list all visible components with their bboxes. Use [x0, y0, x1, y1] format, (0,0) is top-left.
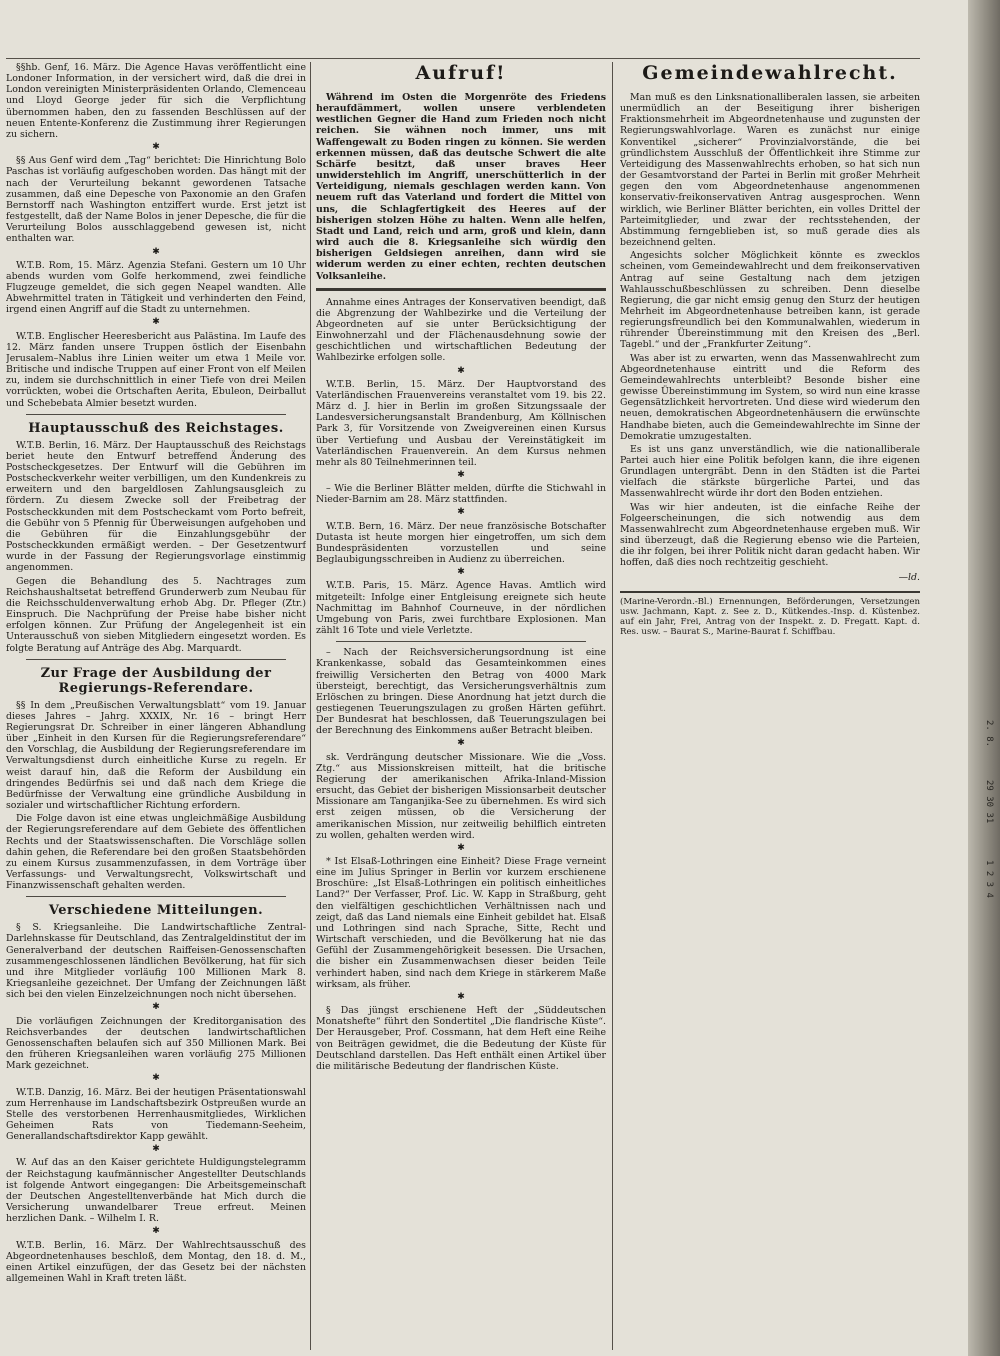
gutter-mark: 2. 8. [984, 720, 994, 748]
column-left [6, 62, 306, 1352]
news-item: §§hb. Genf, 16. März. Die Agence Havas veröffentlicht eine Londoner Information, in der versichert wird, daß die drei in London vereinigten Ministerpräsidenten Orlando, Clemenceau und Lloyd George jeder für sich die Verpflichtung übernommen haben, den zu fassenden Beschlüssen auf der neuen Entente-Konferenz die Zustimmung ihrer Regierungen zu sichern. [6, 62, 306, 140]
editorial-paragraph: Angesichts solcher Möglichkeit könnte es zwecklos scheinen, vom Gemeindewahlrecht und dem freikonservativen Antrag auf seine Gestaltung nach dem jetzigen Wahlausschußbeschlüssen zu schreiben. Denn dieselbe Regierung, die gar nicht emsig genug den Sturz der heutigen Mehrheit im Abgeordnetenhause betreiben kann, ist gerade regierungsfreundlich bei den Kommunalwahlen, wiederum in rührender Übereinstimmung mit den Kreisen des „Berl. Tagebl.“ und der „Frankfurter Zeitung“. [620, 250, 920, 351]
news-item: W.T.B. Berlin, 16. März. Der Wahlrechtsausschuß des Abgeordnetenhauses beschloß, dem Montag, den 18. d. M., einen Artikel einzufügen, der das Gesetz bei der nächsten allgemeinen Wahl in Kraft treten läßt. [6, 1239, 306, 1284]
news-item: § S. Kriegsanleihe. Die Landwirtschaftliche Zentral-Darlehnskasse für Deutschland, das Zentralgeldinstitut der im Generalverband der deutschen Raiffeisen-Genossenschaften zusammengeschlossenen ländlichen Bevölkerung, hat für sich und ihre Mitglieder vorläufig 100 Millionen Mark 8. Kriegsanleihe gezeichnet. Der Umfang der Zeichnungen läßt sich bei den vielen Einzelzeichnungen noch nicht übersehen. [6, 922, 306, 1001]
top-rule [6, 58, 920, 59]
news-item: W.T.B. Berlin, 15. März. Der Hauptvorstand des Vaterländischen Frauenvereins veranstaltet vom 19. bis 22. März d. J. hier in Berlin im großen Sitzungssaale der Landesversicherungsanstalt Brandenburg, Am Köllnischen Park 3, für Vorsitzende von Zweigvereinen einen Kursus über Vertiefung und Ausbau der Vereinstätigkeit im Vaterländischen Frauenverein. An dem Kursus nehmen mehr als 80 Teilnehmerinnen teil. [316, 378, 606, 468]
separator-star: ✱ [457, 507, 465, 518]
news-item: sk. Verdrängung deutscher Missionare. Wie die „Voss. Ztg.“ aus Missionskreisen mitteilt, hat die britische Regierung der amerikanischen Afrika-Inland-Mission ersucht, das Gebiet der bisherigen Missionsarbeit deutscher Missionare am Tanganjika-See zu übernehmen. Es wird sich erst zeigen müssen, ob die Versicherung der amerikanischen Mission, nur zeitweilig behilflich eintreten zu wollen, gehalten werden wird. [316, 751, 606, 841]
separator-star: ✱ [457, 567, 465, 578]
news-item: W. Auf das an den Kaiser gerichtete Huldigungstelegramm der Reichstagung kaufmännischer Angestellter Deutschlands ist folgende Antwort eingegangen: Die Arbeitsgemeinschaft der Deutschen Angestelltenverbände hat Mich durch die Versicherung unwandelbarer Treue erfreut. Meinen herzlichen Dank. – Wilhelm I. R. [6, 1157, 306, 1225]
news-item: W.T.B. Paris, 15. März. Agence Havas. Amtlich wird mitgeteilt: Infolge einer Entgleisung ereignete sich heute Nachmittag im Bahnhof Courneuve, in der nördlichen Umgebung von Paris, zwei furchtbare Explosionen. Man zählt 16 Tote und viele Verletzte. [316, 580, 606, 637]
separator-star: ✱ [152, 1002, 160, 1013]
notice-block: (Marine-Verordn.-Bl.) Ernennungen, Beförderungen, Versetzungen usw. Jachmann, Kapt. z. See z. D., Kütkendes.-Insp. d. Küstenbez. auf ein Jahr, Frei, Antrag von der Inspekt. z. D. Fregatt. Kapt. d. Res. usw. – Baurat S., Marine-Baurat f. Schiffbau. [620, 591, 920, 638]
news-item: Gegen die Behandlung des 5. Nachtrages zum Reichshaushaltsetat betreffend Grunderwerb zum Neubau für die Reichsschuldenverwaltung erhob Abg. Dr. Pfleger (Ztr.) Einspruch. Die Nachprüfung der Preise habe bisher nicht erfolgen können. Zur Prüfung der Angelegenheit ist ein Unterausschuß von sieben Mitgliedern eingesetzt worden. Es folgte Beratung auf Anträge des Abg. Marquardt. [6, 575, 306, 654]
news-item: Annahme eines Antrages der Konservativen beendigt, daß die Abgrenzung der Wahlbezirke und die Verteilung der Abgeordneten auf sie unter Berücksichtigung der Einwohnerzahl und der Flächenausdehnung sowie der geschichtlichen und wirtschaftlichen Bedeutung der Wahlbezirke erfolgen solle. [316, 296, 606, 364]
news-item: Die Folge davon ist eine etwas ungleichmäßige Ausbildung der Regierungsreferendare auf dem Gebiete des öffentlichen Rechts und der Staatswissenschaften. Die Vorschläge sollen dahin gehen, die Referendare bei den großen Staatsbehörden zu einem Kursus zusammenzufassen, in dem Vorträge über Verfassungs- und Verwaltungsrecht, Volkswirtschaft und Finanzwissenschaft gehalten werden. [6, 813, 306, 892]
separator-star: ✱ [152, 1226, 160, 1237]
column-right [620, 62, 920, 1352]
separator-star: ✱ [152, 1073, 160, 1084]
separator-star: ✱ [457, 738, 465, 749]
editorial-paragraph: Was aber ist zu erwarten, wenn das Massenwahlrecht zum Abgeordnetenhause eintritt und die Reform des Gemeindewahlrechts unterbleibt? Besonde bisher eine gewisse Übereinstimmung im System, so wird nun eine krasse Gegensätzlichkeit hervortreten. Und diese wird wiederum den neuen, demokratischen Abgeordnetenhäusern die erwünschte Handhabe bieten, auch die Gemeindewahlrechte im Sinne der Demokratie umzugestalten. [620, 352, 920, 442]
column-rule [310, 62, 311, 1350]
divider [26, 896, 286, 897]
column-middle [316, 62, 606, 1352]
editorial-paragraph: Es ist uns ganz unverständlich, wie die nationalliberale Partei auch hier eine Politik befolgen kann, die ihre eigenen Grundlagen untergräbt. Denn in den Städten ist die Partei vielfach die stärkste bürgerliche Partei, und das Massenwahlrecht würde ihr dort den Boden entziehen. [620, 443, 920, 500]
divider [26, 659, 286, 660]
news-item: W.T.B. Danzig, 16. März. Bei der heutigen Präsentationswahl zum Herrenhause im Landschaftsbezirk Ostpreußen wurde an Stelle des verstorbenen Herrenhausmitgliedes, Wirklichen Geheimen Rats von Tiedemann-Seeheim, Generallandschaftsdirektor Kapp gewählt. [6, 1086, 306, 1143]
editorial-paragraph: Was wir hier andeuten, ist die einfache Reihe der Folgeerscheinungen, die sich notwendig aus dem Massenwahlrecht zum Abgeordnetenhause ergeben muß. Wir sind überzeugt, daß die Regierung ebenso wie die Parteien, die ihr folgen, bei ihrer Politik nicht daran gedacht haben. Wir hoffen, daß dies noch rechtzeitig geschieht. [620, 501, 920, 569]
column-rule [612, 62, 613, 1350]
signature: —ld. [898, 571, 920, 583]
divider [26, 414, 286, 415]
binding-gutter [968, 0, 1000, 1356]
news-item: W.T.B. Englischer Heeresbericht aus Palästina. Im Laufe des 12. März fanden unsere Truppen östlich der Eisenbahn Jerusalem–Nablus ihre Linien weiter um etwa 1 Meile vor. Britische und indische Truppen auf einer Front von elf Meilen zu, indem sie durchschnittlich in einer Tiefe von drei Meilen vorrückten, wobei die Ortschaften Aerita, Ebuleon, Deirballut und Schebebata Almier besetzt wurden. [6, 330, 306, 409]
divider [316, 288, 606, 291]
news-item: W.T.B. Bern, 16. März. Der neue französische Botschafter Dutasta ist heute morgen hier eingetroffen, um sich dem Bundespräsidenten vorzustellen und seine Beglaubigungsschreiben in Audienz zu überreichen. [316, 520, 606, 566]
news-item: – Nach der Reichsversicherungsordnung ist eine Krankenkasse, sobald das Gesamteinkommen eines freiwillig Versicherten den Betrag von 4000 Mark übersteigt, berechtigt, das Versicherungsverhältnis zum Erlöschen zu bringen. Diese Anordnung hat jetzt durch die gestiegenen Teuerungszulagen zu großen Härten geführt. Der Bundesrat hat beschlossen, daß Teuerungszulagen bei der Berechnung des Einkommens außer Betracht bleiben. [316, 647, 606, 737]
section-heading: Verschiedene Mitteilungen. [48, 903, 264, 919]
news-item: * Ist Elsaß-Lothringen eine Einheit? Diese Frage verneint eine im Julius Springer in Berlin vor kurzem erschienene Broschüre: „Ist Elsaß-Lothringen ein politisch einheitliches Land?“ Der Verfasser, Prof. Lic. W. Kapp in Straßburg, geht den vielfältigen geschichtlichen Verhältnissen nach und zeigt, daß das Land niemals eine Einheit gebildet hat. Elsaß und Lothringen sind nach Sprache, Sitte, Recht und Wirtschaft verschieden, und die Bevölkerung hat nie das Gefühl der Zusammengehörigkeit besessen. Die Ursachen, die bisher ein Zusammenwachsen dieser beiden Teile verhindert haben, sind nach dem Kriege in stärkerem Maße wirksam, als früher. [316, 856, 606, 990]
news-item: W.T.B. Rom, 15. März. Agenzia Stefani. Gestern um 10 Uhr abends wurden vom Golfe herkommend, zwei feindliche Flugzeuge gemeldet, die sich gegen Neapel wandten. Alle Abwehrmittel traten in Tätigkeit und verhinderten den Feind, irgend einen Angriff auf die Stadt zu unternehmen. [6, 259, 306, 316]
separator-star: ✱ [152, 317, 160, 328]
news-item: – Wie die Berliner Blätter melden, dürfte die Stichwahl in Nieder-Barnim am 28. März stattfinden. [316, 483, 606, 506]
separator-star: ✱ [457, 842, 465, 853]
separator-star: ✱ [457, 365, 465, 376]
news-item: § Das jüngst erschienene Heft der „Süddeutschen Monatshefte“ führt den Sondertitel „Die flandrische Küste“. Der Herausgeber, Prof. Cossmann, hat dem Heft eine Reihe von Beiträgen gewidmet, die die Bedeutung der Küste für Deutschland darstellen. Das Heft enthält einen Artikel über die militärische Bedeutung der flandrischen Küste. [316, 1005, 606, 1072]
separator-star: ✱ [152, 1144, 160, 1155]
news-item: W.T.B. Berlin, 16. März. Der Hauptausschuß des Reichstags beriet heute den Entwurf betreffend Änderung des Postscheckgesetzes. Der Entwurf will die Gebühren im Postscheckverkehr weiter verbilligen, um den Kundenkreis zu erweitern und den bargeldlosen Zahlungsausgleich zu fördern. Zu diesem Zwecke soll der Freibetrag der Postscheckkunden mit dem Postscheckamt vom Porto befreit, die Gebühr von 5 Pfennig für Überweisungen aufgehoben und die Gebühren für die Einzahlungsgebühr der Postscheckkunden ermäßigt werden. – Der Gesetzentwurf wurde in der Fassung der Regierungsvorlage einstimmig angenommen. [6, 439, 306, 574]
editorial-title: Gemeindewahlrecht. [642, 62, 898, 84]
separator-star: ✱ [457, 470, 465, 480]
section-heading: Zur Frage der Ausbildung der Regierungs-Referendare. [40, 665, 272, 696]
gutter-mark: 1 2 3 4 [984, 860, 994, 898]
appeal-title: Aufruf! [415, 62, 507, 84]
separator-star: ✱ [457, 991, 465, 1002]
news-item: §§ In dem „Preußischen Verwaltungsblatt“ vom 19. Januar dieses Jahres – Jahrg. XXXIX, Nr. 16 – bringt Herr Regierungsrat Dr. Schreiber in einer längeren Abhandlung über „Einheit in den Kursen für die Regierungsreferendare“ den Vorschlag, die Ausbildung der Regierungsreferendare im Verwaltungsdienst durch einheitliche Kurse zu regeln. Er weist darauf hin, daß die Reform der Ausbildung ein dringendes Bedürfnis sei und daß nach dem Kriege die Bedürfnisse der Verwaltung eine gründliche Ausbildung in sozialer und wirtschaftlicher Richtung erfordern. [6, 699, 306, 812]
separator-star: ✱ [152, 246, 160, 257]
gutter-mark: 29 30 31 [984, 780, 994, 824]
separator-star: ✱ [152, 142, 160, 153]
news-item: Die vorläufigen Zeichnungen der Kreditorganisation des Reichsverbandes der deutschen landwirtschaftlichen Genossenschaften belaufen sich auf 350 Millionen Mark. Bei den früheren Kriegsanleihen waren vorläufig 275 Millionen Mark gezeichnet. [6, 1015, 306, 1072]
divider [336, 641, 586, 642]
section-heading: Hauptausschuß des Reichstages. [28, 420, 284, 436]
editorial-paragraph: Man muß es den Linksnationalliberalen lassen, sie arbeiten unermüdlich an der Beseitigung ihrer bisherigen Fraktionsmehrheit im Abgeordnetenhause und zugunsten der Regierungswahlvorlage. Waren es zunächst nur einige Konventikel „sicherer“ Provinzialvorstände, die bei gründlichstem Ausschluß der Öffentlichkeit ihre Stimme zur Verteidigung des Massenwahlrechts erhoben, so hat sich nun der Gesamtvorstand der Partei in Berlin mit großer Mehrheit gegen den vom Abgeordnetenhause angenommenen konservativ-freikonservativen Antrag ausgesprochen. Wenn wirklich, wie Berliner Blätter berichten, ein volles Drittel der Parteimitglieder, und zwar der rechtsstehenden, der Abstimmung ferngeblieben ist, so muß gerade dies als bezeichnend gelten. [620, 92, 920, 249]
appeal-text: Während im Osten die Morgenröte des Friedens heraufdämmert, wollen unsere verblendeten westlichen Gegner die Hand zum Frieden noch nicht reichen. Sie wähnen noch immer, uns mit Waffengewalt zu Boden ringen zu können. Sie werden erkennen müssen, daß das deutsche Schwert die alte Schärfe besitzt, daß unser braves Heer unwiderstehlich im Angriff, unerschütterlich in der Verteidigung, niemals geschlagen werden kann. Von neuem ruft das Vaterland und fordert die Mittel von uns, die Schlagfertigkeit des Heeres auf der bisherigen stolzen Höhe zu halten. Wenn alle helfen, Stadt und Land, reich und arm, groß und klein, dann wird auch die 8. Kriegsanleihe sich würdig den bisherigen Geldsiegen anreihen, dann wird sie widerum werden zu einer echten, rechten deutschen Volksanleihe. [316, 92, 606, 282]
news-item: §§ Aus Genf wird dem „Tag“ berichtet: Die Hinrichtung Bolo Paschas ist vorläufig aufgeschoben worden. Das hängt mit der nach der Verurteilung bekannt gewordenen Tatsache zusammen, daß eine Depesche von Paxonomie an den Grafen Bernstorff nach Washington entziffert wurde. Erst jetzt ist festgestellt, daß der Name Bolos in jener Depesche, die für die Verurteilung Bolos ausschlaggebend gewesen ist, nicht enthalten war. [6, 155, 306, 245]
